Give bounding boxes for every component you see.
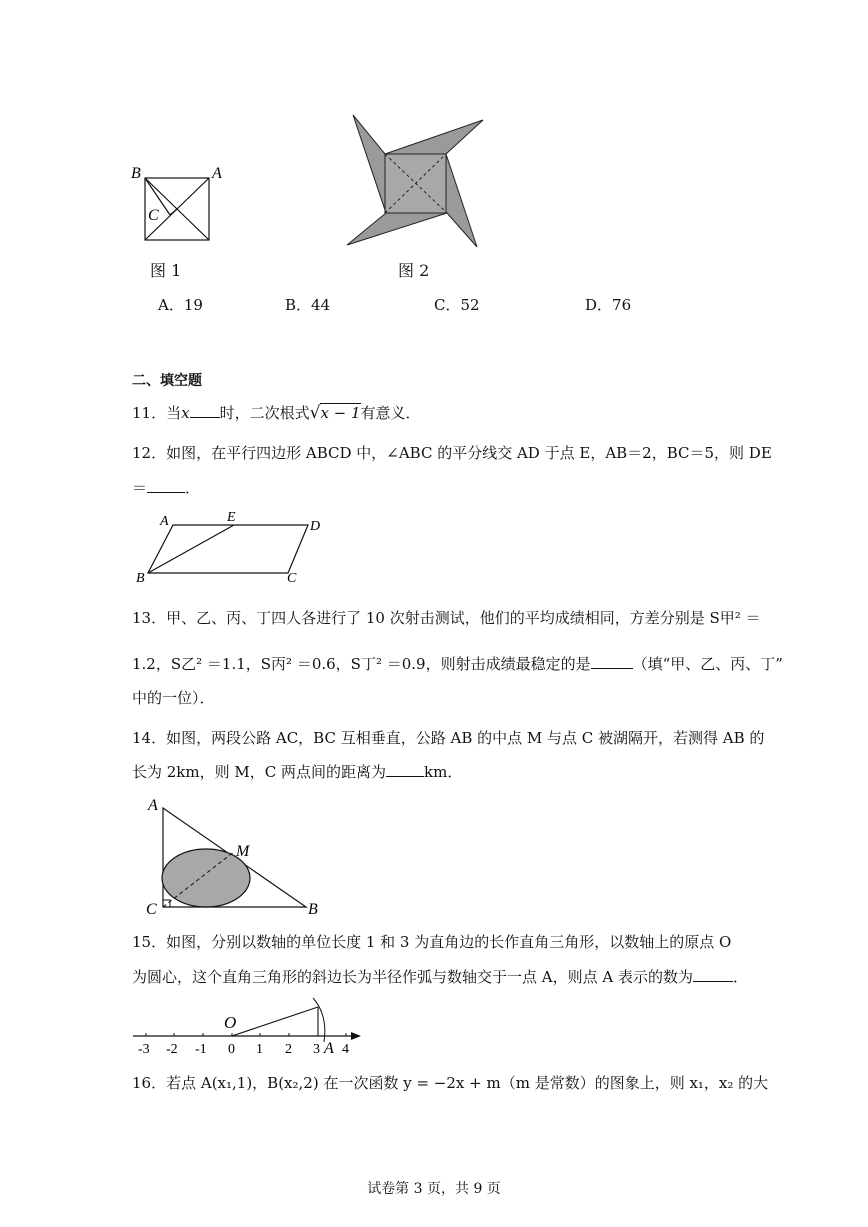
q15-line2: [132, 967, 748, 987]
fig1-label-b: B: [131, 165, 141, 182]
question-11: [132, 403, 421, 423]
q13-answer-blank[interactable]: [591, 654, 633, 669]
q10-option-c: [434, 295, 480, 315]
q11-text-1: 当: [166, 404, 182, 422]
q12-label-c: C: [287, 571, 297, 586]
q12-label-e: E: [227, 510, 236, 525]
q12-line2: [132, 478, 200, 498]
option-letter: C．: [434, 296, 461, 314]
tick-label: 0: [228, 1042, 235, 1057]
q14-line1: 14．如图，两段公路 AC，BC 互相垂直，公路 AB 的中点 M 与点 C 被湖隔开，若测得 AB 的: [132, 729, 765, 747]
q15-answer-blank[interactable]: [693, 967, 733, 982]
q15-label-o: O: [224, 1013, 237, 1032]
tick-label: -3: [138, 1042, 150, 1057]
tick-label: 3: [313, 1042, 320, 1057]
option-value: 52: [460, 296, 480, 314]
q15-line1: 15．如图，分别以数轴的单位长度 1 和 3 为直角边的长作直角三角形，以数轴上的原点 O: [132, 933, 732, 951]
figure-1: [125, 160, 235, 250]
q14-label-b: B: [308, 901, 318, 918]
q10-option-d: [585, 295, 631, 315]
q13-line3: 中的一位）．: [132, 689, 215, 707]
q10-option-a: [158, 295, 203, 315]
q15-number-line-figure: [125, 990, 370, 1060]
section-title: 二、填空题: [132, 373, 202, 389]
q11-radicand: x − 1: [320, 404, 361, 422]
q12-label-a: A: [160, 514, 169, 529]
tick-label: 4: [342, 1042, 349, 1057]
q11-text-3: 有意义．: [360, 404, 421, 422]
tick-label: -2: [166, 1042, 178, 1057]
q12-line1: 12．如图，在平行四边形 ABCD 中，∠ABC 的平分线交 AD 于点 E，AB＝2，BC＝5，则 DE: [132, 444, 772, 462]
q14-text: 长为 2km，则 M，C 两点间的距离为: [132, 763, 386, 781]
fig1-label-c: C: [148, 207, 159, 224]
q14-unit: km．: [424, 763, 463, 781]
option-letter: A．: [158, 296, 184, 314]
q15-label-a: A: [324, 1040, 334, 1057]
q12-equals: ＝: [132, 479, 148, 497]
q12-parallelogram-figure: [130, 505, 330, 590]
q12-label-d: D: [310, 519, 321, 534]
q14-line2: [132, 762, 462, 782]
q12-answer-blank[interactable]: [147, 478, 185, 493]
q11-variable: x: [181, 404, 190, 422]
option-value: 76: [612, 296, 632, 314]
q11-text-2: 时，二次根式: [219, 404, 310, 422]
q12-label-b: B: [136, 571, 145, 586]
q13-hint: （填“甲、乙、丙、丁”: [632, 655, 783, 673]
page-footer: 试卷第 3 页，共 9 页: [367, 1181, 501, 1197]
q13-line1: 13．甲、乙、丙、丁四人各进行了 10 次射击测试，他们的平均成绩相同，方差分别是 S甲² ＝: [132, 609, 761, 627]
fig1-caption: 图 1: [150, 261, 182, 280]
tick-label: 2: [285, 1042, 292, 1057]
q16-line1: 16．若点 A(x₁,1)，B(x₂,2) 在一次函数 y = −2x + m（m 是常数）的图象上，则 x₁，x₂ 的大: [132, 1074, 769, 1092]
fig2-caption: 图 2: [398, 261, 430, 280]
q15-text: 为圆心，这个直角三角形的斜边长为半径作弧与数轴交于一点 A，则点 A 表示的数为: [132, 968, 693, 986]
sqrt-sign: √: [309, 403, 321, 423]
q11-answer-blank[interactable]: [190, 403, 220, 418]
option-value: 44: [311, 296, 331, 314]
q14-triangle-figure: [140, 790, 340, 920]
q14-label-a: A: [148, 797, 158, 814]
q12-period: ．: [185, 479, 201, 497]
option-letter: D．: [585, 296, 613, 314]
q14-label-c: C: [146, 901, 157, 918]
q15-period: ．: [732, 968, 748, 986]
q14-label-m: M: [236, 843, 250, 860]
q13-line2: [132, 654, 783, 674]
option-letter: B．: [285, 296, 312, 314]
q10-option-b: [285, 295, 330, 315]
q13-variances: 1.2，S乙² ＝1.1，S丙² ＝0.6，S丁² ＝0.9，则射击成绩最稳定的是: [132, 655, 591, 673]
fig1-label-a: A: [212, 165, 222, 182]
figure-2: [340, 110, 490, 255]
tick-label: 1: [256, 1042, 263, 1057]
q11-number: 11．: [132, 404, 167, 422]
tick-label: -1: [195, 1042, 207, 1057]
q14-answer-blank[interactable]: [386, 762, 424, 777]
option-value: 19: [183, 296, 203, 314]
